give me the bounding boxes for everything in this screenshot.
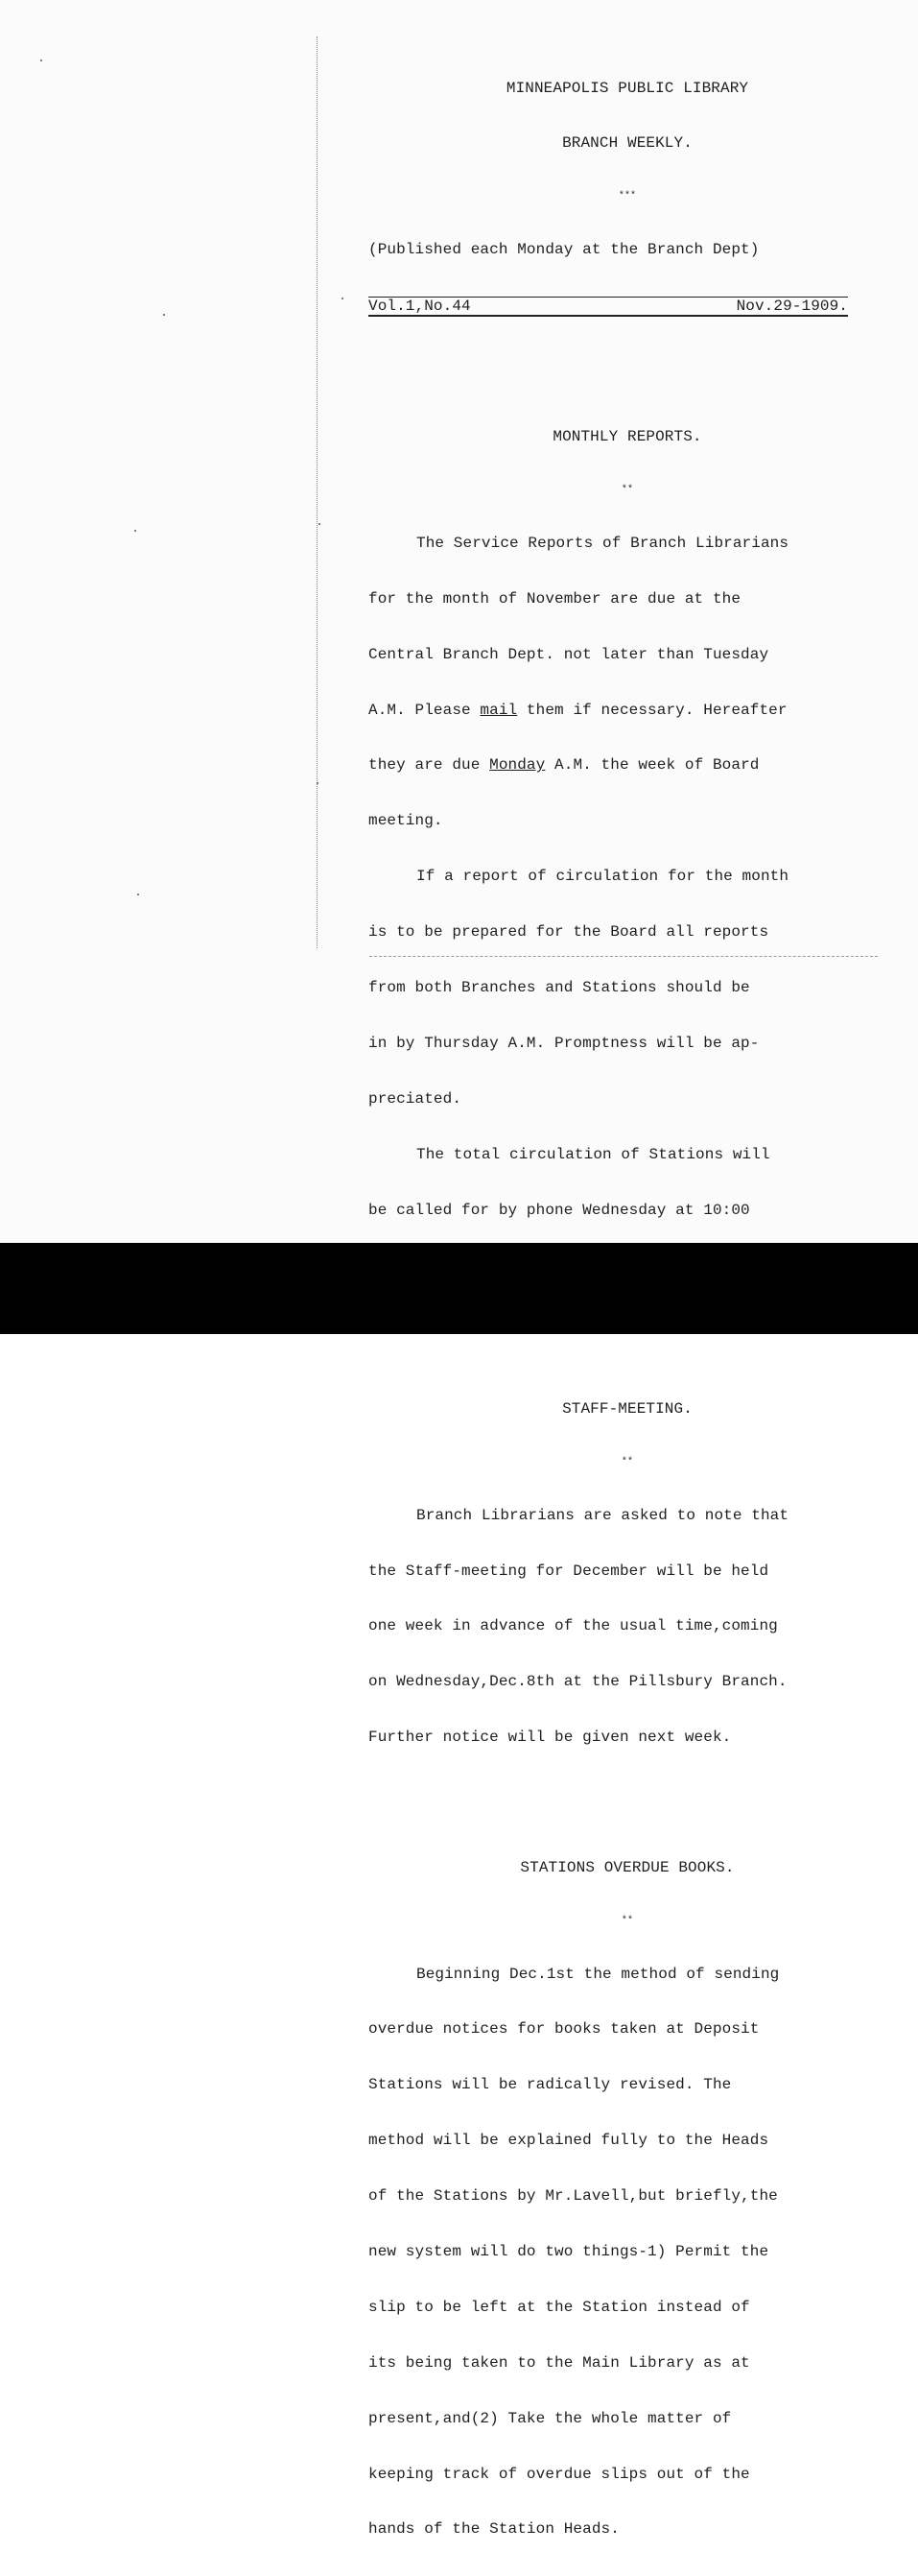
footer-meta xyxy=(736,2506,889,2556)
newsletter-title: BRANCH WEEKLY. xyxy=(562,134,693,153)
paragraph-line: If a report of circulation for the month xyxy=(416,868,789,886)
library-name: MINNEAPOLIS PUBLIC LIBRARY xyxy=(506,79,749,97)
underlined-word: mail xyxy=(480,701,518,719)
section-stars: ** xyxy=(621,1915,634,1926)
section-stars: ** xyxy=(621,1457,634,1468)
section-stars: ** xyxy=(621,485,634,496)
paragraph-line: be called for by phone Wednesday at 10:00 xyxy=(368,1201,750,1219)
paragraph-line: Further notice will be given next week. xyxy=(368,1729,732,1747)
paragraph-line: meeting. xyxy=(368,812,443,830)
section-title-stations-overdue: STATIONS OVERDUE BOOKS. xyxy=(520,1859,735,1877)
section-title-staff-meeting: STAFF-MEETING. xyxy=(562,1400,693,1419)
site-url-text: www.alamy.com xyxy=(772,2534,889,2552)
header-stars: *** xyxy=(618,191,637,203)
speck xyxy=(134,530,136,532)
speck xyxy=(137,894,139,895)
paragraph-line: method will be explained fully to the Heads xyxy=(368,2132,769,2150)
paragraph-line: Branch Librarians are asked to note that xyxy=(416,1506,789,1524)
left-margin-line xyxy=(317,36,318,948)
speck xyxy=(317,782,318,784)
paragraph-line: for the month of November are due at the xyxy=(368,589,741,608)
underlined-word: Monday xyxy=(489,756,546,775)
speck xyxy=(341,298,343,299)
paragraph-line: on Wednesday,Dec.8th at the Pillsbury Branch. xyxy=(368,1673,788,1691)
paragraph-line: the Staff-meeting for December will be held xyxy=(368,1562,769,1580)
paragraph-line: one week in advance of the usual time,coming xyxy=(368,1617,778,1635)
speck xyxy=(40,60,42,61)
speck xyxy=(318,523,320,525)
paragraph-line: new system will do two things-1) Permit the xyxy=(368,2242,769,2260)
paragraph-line: hands of the Station Heads. xyxy=(368,2520,620,2539)
image-id-text: Image ID: 3A5MRDD xyxy=(736,2509,889,2527)
published-line: (Published each Monday at the Branch Dept) xyxy=(368,240,760,258)
alamy-logo: alamy xyxy=(21,2499,153,2553)
issue-date: Nov.29-1909. xyxy=(736,297,848,315)
volume-number: Vol.1,No.44 xyxy=(368,297,471,315)
paragraph-line: present,and(2) Take the whole matter of xyxy=(368,2409,732,2427)
issue-line xyxy=(368,297,848,317)
paragraph-line: Stations will be radically revised. The xyxy=(368,2076,732,2094)
paragraph-line: its being taken to the Main Library as at xyxy=(368,2353,750,2372)
paragraph-line: from both Branches and Stations should be xyxy=(368,978,750,996)
paragraph-line: preciated. xyxy=(368,1089,462,1108)
paragraph-line: they are due Monday A.M. the week of Board xyxy=(368,756,760,775)
paragraph-line: overdue notices for books taken at Deposit xyxy=(368,2020,760,2039)
paragraph-line: is to be prepared for the Board all reports xyxy=(368,923,769,942)
paragraph-line: slip to be left at the Station instead of xyxy=(368,2298,750,2316)
paragraph-line: Beginning Dec.1st the method of sending xyxy=(416,1965,780,1983)
paragraph-line: A.M. Please mail them if necessary. Hereafter xyxy=(368,701,788,719)
paragraph-line: Central Branch Dept. not later than Tuesday xyxy=(368,645,769,663)
paragraph-line: keeping track of overdue slips out of the xyxy=(368,2465,750,2483)
paragraph-line: The Service Reports of Branch Librarians xyxy=(416,534,789,552)
section-title-monthly-reports: MONTHLY REPORTS. xyxy=(553,428,702,446)
speck xyxy=(163,314,165,316)
paragraph-line: The total circulation of Stations will xyxy=(416,1145,770,1163)
paragraph-line: of the Stations by Mr.Lavell,but briefly,the xyxy=(368,2187,778,2206)
bottom-dashed-rule xyxy=(369,956,878,957)
paragraph-line: in by Thursday A.M. Promptness will be ap- xyxy=(368,1034,760,1052)
